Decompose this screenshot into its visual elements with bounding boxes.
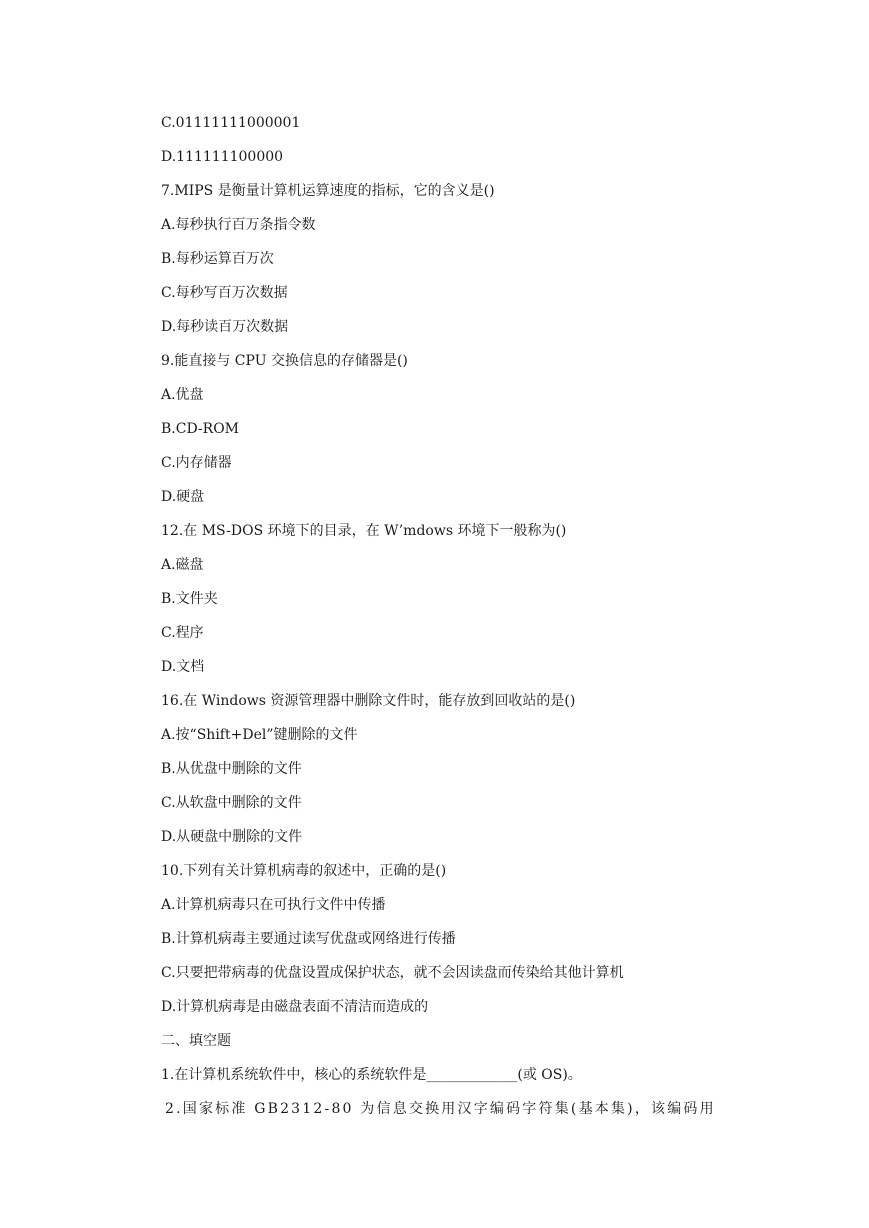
question-7: 7.MIPS 是衡量计算机运算速度的指标，它的含义是() [161,183,495,199]
q9-option-c: C.内存储器 [161,455,232,471]
fill-blank-question-1: 1.在计算机系统软件中，核心的系统软件是_____________(或 OS)。 [161,1067,582,1083]
q10-option-c: C.只要把带病毒的优盘设置成保护状态，就不会因读盘而传染给其他计算机 [161,965,624,981]
option-c-binary: C.01111111000001 [161,115,301,131]
question-16: 16.在 Windows 资源管理器中删除文件时，能存放到回收站的是() [161,693,576,709]
q9-option-d: D.硬盘 [161,489,205,505]
q12-option-c: C.程序 [161,625,204,641]
q16-option-c: C.从软盘中删除的文件 [161,795,302,811]
fill-blank-question-2: 2.国家标准 GB2312-80 为信息交换用汉字编码字符集(基本集)，该编码用 [165,1101,716,1117]
option-d-binary: D.111111100000 [161,149,284,165]
q9-option-a: A.优盘 [161,387,204,403]
q10-option-b: B.计算机病毒主要通过读写优盘或网络进行传播 [161,931,456,947]
q7-option-c: C.每秒写百万次数据 [161,285,288,301]
q12-option-b: B.文件夹 [161,591,218,607]
q16-option-a: A.按“Shift+Del”键删除的文件 [161,727,358,743]
q12-option-a: A.磁盘 [161,557,204,573]
q12-option-d: D.文档 [161,659,205,675]
document-body [161,112,761,1132]
question-9: 9.能直接与 CPU 交换信息的存储器是() [161,353,408,369]
q16-option-b: B.从优盘中删除的文件 [161,761,302,777]
q10-option-d: D.计算机病毒是由磁盘表面不清洁而造成的 [161,999,429,1015]
q9-option-b: B.CD-ROM [161,421,240,437]
section-heading-fill-blank: 二、填空题 [161,1033,231,1049]
q16-option-d: D.从硬盘中删除的文件 [161,829,303,845]
question-12: 12.在 MS-DOS 环境下的目录，在 W’mdows 环境下一般称为() [161,523,567,539]
q7-option-b: B.每秒运算百万次 [161,251,274,267]
q10-option-a: A.计算机病毒只在可执行文件中传播 [161,897,386,913]
q7-option-d: D.每秒读百万次数据 [161,319,289,335]
q7-option-a: A.每秒执行百万条指令数 [161,217,316,233]
question-10: 10.下列有关计算机病毒的叙述中，正确的是() [161,863,447,879]
